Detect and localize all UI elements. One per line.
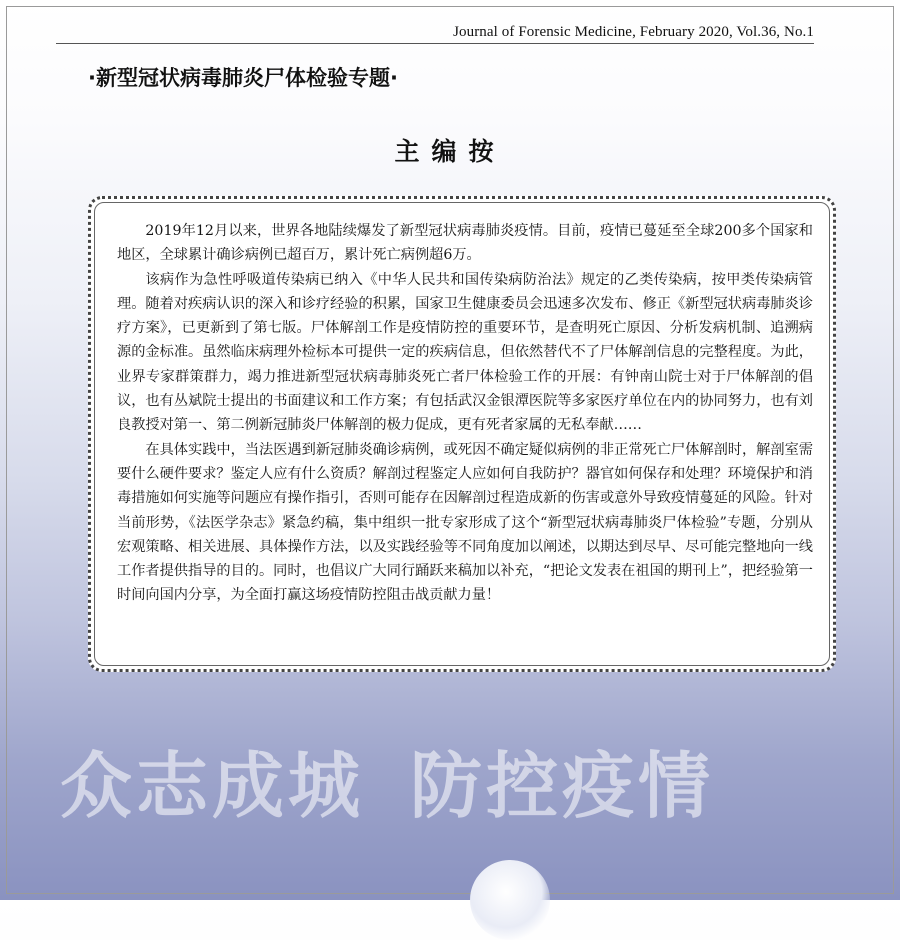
journal-header: Journal of Forensic Medicine, February 2020, Vol.36, No.1 bbox=[453, 24, 814, 40]
editorial-paragraph-3: 在具体实践中，当法医遇到新冠肺炎确诊病例，或死因不确定疑似病例的非正常死亡尸体解剖时，解剖室需要什么硬件要求？鉴定人应有什么资质？解剖过程鉴定人应如何自我防护？器官如何保存和处理？环境保护和消毒措施如何实施等问题应有操作指引，否则可能存在因解剖过程造成新的伤害或意外导致疫情蔓延的风险。针对当前形势，《法医学杂志》紧急约稿，集中组织一批专家形成了这个“新型冠状病毒肺炎尸体检验”专题，分别从宏观策略、相关进展、具体操作方法，以及实践经验等不同角度加以阐述，以期达到尽早、尽可能完整地向一线工作者提供指导的目的。同时，也倡议广大同行踊跃来稿加以补充，“把论文发表在祖国的期刊上”，把经验第一时间向国内分享，为全面打赢这场疫情防控阻击战贡献力量！ bbox=[117, 441, 813, 604]
section-title: 主编按 bbox=[394, 137, 506, 166]
decorative-white-shape bbox=[470, 860, 550, 940]
editorial-paragraph-2: 该病作为急性呼吸道传染病已纳入《中华人民共和国传染病防治法》规定的乙类传染病，按甲类传染病管理。随着对疾病认识的深入和诊疗经验的积累，国家卫生健康委员会迅速多次发布、修正《新型冠状病毒肺炎诊疗方案》，已更新到了第七版。尸体解剖工作是疫情防控的重要环节，是查明死亡原因、分析发病机制、追溯病源的金标准。虽然临床病理外检标本可提供一定的疾病信息，但依然替代不了尸体解剖信息的完整程度。为此，业界专家群策群力，竭力推进新型冠状病毒肺炎死亡者尸体检验工作的开展：有钟南山院士对于尸体解剖的倡议，也有丛斌院士提出的书面建议和工作方案；有包括武汉金银潭医院等多家医疗单位在内的协同努力，也有刘良教授对第一、第二例新冠肺炎尸体解剖的极力促成，更有死者家属的无私奉献…… bbox=[117, 271, 813, 434]
slogan-part-1: 众志成城 bbox=[60, 744, 365, 828]
editorial-text-inner bbox=[94, 202, 830, 666]
editorial-paragraph-1: 2019年12月以来，世界各地陆续爆发了新型冠状病毒肺炎疫情。目前，疫情已蔓延至全球200多个国家和地区，全球累计确诊病例已超百万，累计死亡病例超6万。 bbox=[117, 223, 813, 264]
slogan-part-2: 防控疫情 bbox=[410, 744, 715, 828]
header-rule bbox=[56, 43, 814, 44]
editorial-text-box bbox=[88, 196, 836, 672]
slogan bbox=[60, 728, 860, 832]
topic-title: ·新型冠状病毒肺炎尸体检验专题· bbox=[88, 66, 398, 90]
